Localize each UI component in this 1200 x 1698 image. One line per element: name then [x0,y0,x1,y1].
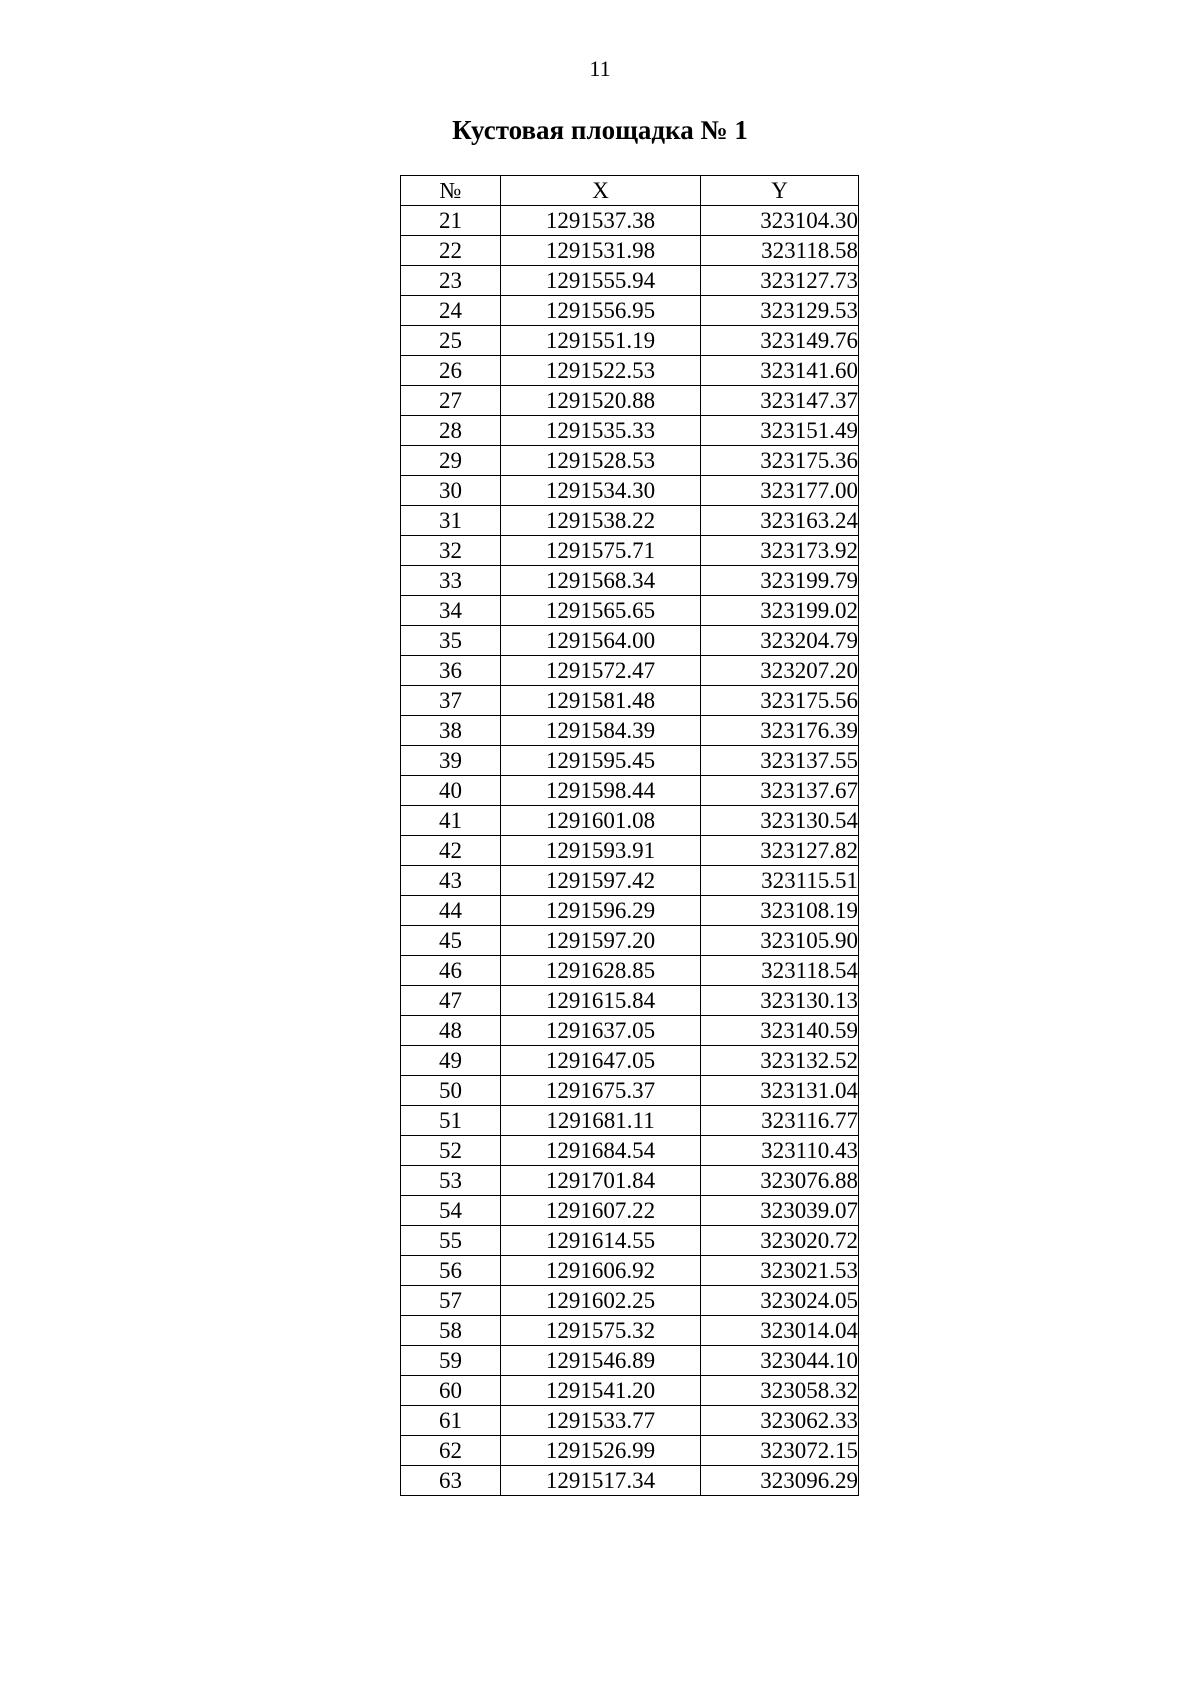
table-row [401,266,859,296]
cell-number: 44 [401,896,501,926]
cell-x: 1291564.00 [501,626,701,656]
cell-x: 1291637.05 [501,1016,701,1046]
table-row [401,446,859,476]
cell-y: 323130.54 [701,806,859,836]
cell-x: 1291534.30 [501,476,701,506]
cell-x: 1291601.08 [501,806,701,836]
cell-number: 28 [401,416,501,446]
cell-y: 323014.04 [701,1316,859,1346]
cell-x: 1291555.94 [501,266,701,296]
cell-number: 34 [401,596,501,626]
table-row [401,656,859,686]
table-row [401,1406,859,1436]
table-row [401,1136,859,1166]
cell-y: 323020.72 [701,1226,859,1256]
cell-y: 323104.30 [701,206,859,236]
cell-number: 31 [401,506,501,536]
table-row [401,236,859,266]
table-row [401,1076,859,1106]
cell-number: 47 [401,986,501,1016]
cell-number: 25 [401,326,501,356]
cell-x: 1291597.20 [501,926,701,956]
cell-x: 1291595.45 [501,746,701,776]
table-row [401,416,859,446]
cell-number: 60 [401,1376,501,1406]
table-row [401,506,859,536]
cell-x: 1291675.37 [501,1076,701,1106]
table-row [401,566,859,596]
cell-y: 323131.04 [701,1076,859,1106]
cell-y: 323175.56 [701,686,859,716]
cell-number: 30 [401,476,501,506]
cell-y: 323127.82 [701,836,859,866]
cell-x: 1291520.88 [501,386,701,416]
cell-x: 1291584.39 [501,716,701,746]
table-row [401,326,859,356]
table-row [401,1016,859,1046]
cell-x: 1291538.22 [501,506,701,536]
table-row [401,746,859,776]
table-row [401,206,859,236]
table-row [401,1436,859,1466]
cell-y: 323132.52 [701,1046,859,1076]
cell-y: 323096.29 [701,1466,859,1496]
table-row [401,296,859,326]
cell-number: 33 [401,566,501,596]
table-row [401,536,859,566]
cell-x: 1291684.54 [501,1136,701,1166]
cell-y: 323141.60 [701,356,859,386]
cell-y: 323137.67 [701,776,859,806]
cell-x: 1291522.53 [501,356,701,386]
cell-x: 1291572.47 [501,656,701,686]
cell-y: 323151.49 [701,416,859,446]
cell-x: 1291593.91 [501,836,701,866]
cell-y: 323149.76 [701,326,859,356]
table-row [401,716,859,746]
cell-x: 1291607.22 [501,1196,701,1226]
cell-x: 1291614.55 [501,1226,701,1256]
cell-number: 42 [401,836,501,866]
cell-number: 45 [401,926,501,956]
column-header-number: № [401,176,501,206]
cell-x: 1291602.25 [501,1286,701,1316]
table-row [401,386,859,416]
cell-number: 41 [401,806,501,836]
cell-number: 21 [401,206,501,236]
cell-y: 323044.10 [701,1346,859,1376]
cell-number: 35 [401,626,501,656]
cell-y: 323076.88 [701,1166,859,1196]
table-header-row [401,176,859,206]
cell-y: 323140.59 [701,1016,859,1046]
cell-y: 323137.55 [701,746,859,776]
cell-number: 56 [401,1256,501,1286]
cell-number: 27 [401,386,501,416]
table-row [401,956,859,986]
cell-x: 1291526.99 [501,1436,701,1466]
cell-y: 323204.79 [701,626,859,656]
cell-number: 50 [401,1076,501,1106]
cell-x: 1291581.48 [501,686,701,716]
cell-y: 323129.53 [701,296,859,326]
cell-y: 323130.13 [701,986,859,1016]
cell-x: 1291597.42 [501,866,701,896]
cell-y: 323021.53 [701,1256,859,1286]
cell-number: 53 [401,1166,501,1196]
cell-y: 323173.92 [701,536,859,566]
table-row [401,1466,859,1496]
table-row [401,626,859,656]
cell-number: 58 [401,1316,501,1346]
cell-y: 323207.20 [701,656,859,686]
cell-y: 323175.36 [701,446,859,476]
cell-y: 323127.73 [701,266,859,296]
cell-x: 1291541.20 [501,1376,701,1406]
cell-y: 323177.00 [701,476,859,506]
table-row [401,896,859,926]
cell-x: 1291535.33 [501,416,701,446]
table-row [401,986,859,1016]
table-row [401,356,859,386]
table-row [401,1346,859,1376]
table-row [401,1376,859,1406]
cell-number: 49 [401,1046,501,1076]
cell-number: 54 [401,1196,501,1226]
cell-y: 323108.19 [701,896,859,926]
cell-y: 323118.58 [701,236,859,266]
cell-x: 1291701.84 [501,1166,701,1196]
cell-number: 48 [401,1016,501,1046]
cell-y: 323039.07 [701,1196,859,1226]
cell-x: 1291606.92 [501,1256,701,1286]
cell-number: 38 [401,716,501,746]
table-row [401,476,859,506]
table-row [401,866,859,896]
cell-x: 1291568.34 [501,566,701,596]
cell-number: 61 [401,1406,501,1436]
cell-number: 52 [401,1136,501,1166]
table-row [401,1046,859,1076]
cell-x: 1291556.95 [501,296,701,326]
table-row [401,1316,859,1346]
cell-number: 37 [401,686,501,716]
cell-number: 62 [401,1436,501,1466]
cell-y: 323116.77 [701,1106,859,1136]
cell-number: 23 [401,266,501,296]
cell-x: 1291598.44 [501,776,701,806]
table-row [401,1286,859,1316]
cell-number: 36 [401,656,501,686]
table-row [401,1196,859,1226]
cell-y: 323110.43 [701,1136,859,1166]
cell-number: 26 [401,356,501,386]
cell-x: 1291615.84 [501,986,701,1016]
cell-x: 1291546.89 [501,1346,701,1376]
cell-y: 323147.37 [701,386,859,416]
cell-x: 1291575.32 [501,1316,701,1346]
table-row [401,836,859,866]
cell-number: 57 [401,1286,501,1316]
cell-number: 63 [401,1466,501,1496]
cell-number: 51 [401,1106,501,1136]
coordinates-table [400,175,859,1496]
cell-number: 43 [401,866,501,896]
cell-number: 55 [401,1226,501,1256]
cell-x: 1291628.85 [501,956,701,986]
table-body [401,206,859,1496]
cell-y: 323105.90 [701,926,859,956]
table-row [401,1226,859,1256]
column-header-x: X [501,176,701,206]
cell-y: 323163.24 [701,506,859,536]
cell-x: 1291681.11 [501,1106,701,1136]
cell-number: 24 [401,296,501,326]
cell-y: 323176.39 [701,716,859,746]
cell-x: 1291537.38 [501,206,701,236]
cell-number: 46 [401,956,501,986]
cell-y: 323115.51 [701,866,859,896]
cell-x: 1291551.19 [501,326,701,356]
cell-x: 1291531.98 [501,236,701,266]
cell-x: 1291565.65 [501,596,701,626]
table-row [401,926,859,956]
table-row [401,776,859,806]
cell-number: 22 [401,236,501,266]
table-row [401,1256,859,1286]
table-row [401,686,859,716]
table-row [401,596,859,626]
table-row [401,1106,859,1136]
cell-number: 40 [401,776,501,806]
cell-number: 29 [401,446,501,476]
cell-y: 323199.02 [701,596,859,626]
cell-number: 32 [401,536,501,566]
table-row [401,806,859,836]
cell-y: 323024.05 [701,1286,859,1316]
page-title: Кустовая площадка № 1 [452,115,748,145]
cell-y: 323199.79 [701,566,859,596]
column-header-y: Y [701,176,859,206]
cell-number: 59 [401,1346,501,1376]
table-row [401,1166,859,1196]
cell-y: 323058.32 [701,1376,859,1406]
cell-y: 323072.15 [701,1436,859,1466]
cell-x: 1291575.71 [501,536,701,566]
cell-x: 1291533.77 [501,1406,701,1436]
cell-x: 1291596.29 [501,896,701,926]
cell-number: 39 [401,746,501,776]
cell-y: 323062.33 [701,1406,859,1436]
cell-x: 1291647.05 [501,1046,701,1076]
cell-x: 1291517.34 [501,1466,701,1496]
page-number: 11 [589,56,611,81]
cell-x: 1291528.53 [501,446,701,476]
cell-y: 323118.54 [701,956,859,986]
